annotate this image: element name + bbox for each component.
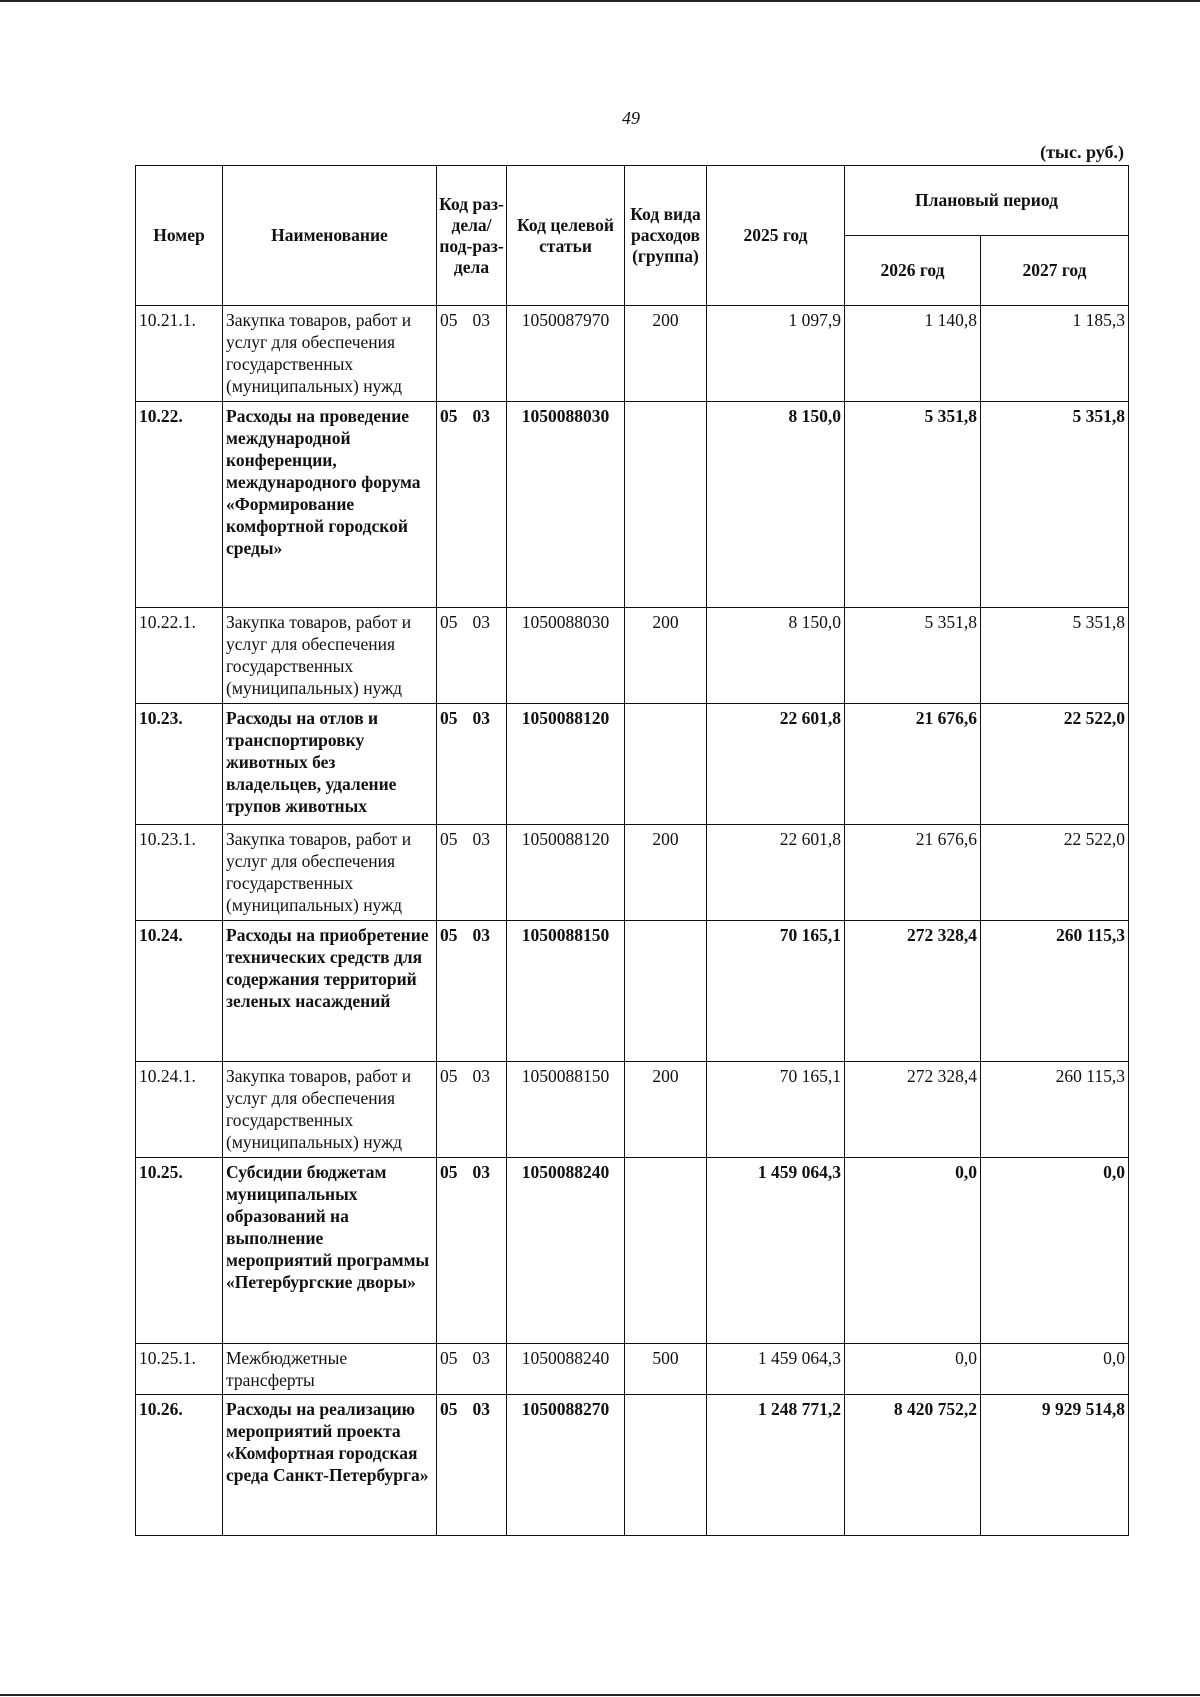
row-2025: 8 150,0 <box>707 402 845 608</box>
header-planned-period: Плановый период <box>845 166 1129 236</box>
subsection-code: 03 <box>472 1066 490 1086</box>
row-number: 10.22.1. <box>136 608 223 704</box>
section-code: 05 <box>440 1066 458 1086</box>
row-section <box>437 1158 507 1344</box>
row-section <box>437 306 507 402</box>
table-row <box>136 1158 1129 1344</box>
row-target-code: 1050088030 <box>507 608 625 704</box>
row-name: Закупка товаров, работ и услуг для обеспечения государственных (муниципальных) нужд <box>223 825 437 921</box>
row-2027: 22 522,0 <box>981 704 1129 825</box>
row-expense-type: 500 <box>625 1344 707 1395</box>
row-section <box>437 704 507 825</box>
row-2027: 0,0 <box>981 1158 1129 1344</box>
row-2027: 0,0 <box>981 1344 1129 1395</box>
header-expense-type: Код вида расходов (группа) <box>625 166 707 306</box>
subsection-code: 03 <box>472 310 490 330</box>
row-2025: 22 601,8 <box>707 825 845 921</box>
row-expense-type <box>625 402 707 608</box>
row-2026: 1 140,8 <box>845 306 981 402</box>
header-2026: 2026 год <box>845 236 981 306</box>
row-2027: 260 115,3 <box>981 1062 1129 1158</box>
row-number: 10.24. <box>136 921 223 1062</box>
table-row <box>136 1062 1129 1158</box>
row-2025: 1 097,9 <box>707 306 845 402</box>
row-number: 10.23.1. <box>136 825 223 921</box>
subsection-code: 03 <box>472 612 490 632</box>
header-name: Наименование <box>223 166 437 306</box>
row-2026: 5 351,8 <box>845 402 981 608</box>
budget-table <box>135 165 1129 1536</box>
row-number: 10.22. <box>136 402 223 608</box>
row-2027: 22 522,0 <box>981 825 1129 921</box>
table-body <box>136 306 1129 1536</box>
header-section: Код раз-дела/ под-раз-дела <box>437 166 507 306</box>
row-expense-type: 200 <box>625 306 707 402</box>
subsection-code: 03 <box>472 829 490 849</box>
section-code: 05 <box>440 612 458 632</box>
section-code: 05 <box>440 1348 458 1368</box>
section-code: 05 <box>440 829 458 849</box>
row-target-code: 1050088270 <box>507 1395 625 1536</box>
row-number: 10.21.1. <box>136 306 223 402</box>
row-number: 10.25. <box>136 1158 223 1344</box>
row-2026: 21 676,6 <box>845 704 981 825</box>
row-section <box>437 921 507 1062</box>
row-2026: 8 420 752,2 <box>845 1395 981 1536</box>
row-2027: 5 351,8 <box>981 608 1129 704</box>
row-name: Закупка товаров, работ и услуг для обеспечения государственных (муниципальных) нужд <box>223 608 437 704</box>
subsection-code: 03 <box>472 406 490 426</box>
row-target-code: 1050087970 <box>507 306 625 402</box>
row-2027: 5 351,8 <box>981 402 1129 608</box>
page-border-top <box>0 0 1200 2</box>
units-label: (тыс. руб.) <box>1040 142 1124 162</box>
row-target-code: 1050088120 <box>507 825 625 921</box>
row-2025: 8 150,0 <box>707 608 845 704</box>
table-row <box>136 1344 1129 1395</box>
row-2025: 1 248 771,2 <box>707 1395 845 1536</box>
row-2025: 70 165,1 <box>707 921 845 1062</box>
row-name: Расходы на реализацию мероприятий проекта «Комфортная городская среда Санкт-Петербурга» <box>223 1395 437 1536</box>
section-code: 05 <box>440 925 458 945</box>
row-name: Закупка товаров, работ и услуг для обеспечения государственных (муниципальных) нужд <box>223 306 437 402</box>
subsection-code: 03 <box>472 1162 490 1182</box>
row-2025: 1 459 064,3 <box>707 1158 845 1344</box>
table-row <box>136 608 1129 704</box>
page-number: 49 <box>622 108 640 128</box>
row-section <box>437 608 507 704</box>
row-target-code: 1050088240 <box>507 1158 625 1344</box>
section-code: 05 <box>440 1162 458 1182</box>
row-2026: 272 328,4 <box>845 1062 981 1158</box>
row-section <box>437 1395 507 1536</box>
row-expense-type: 200 <box>625 825 707 921</box>
row-number: 10.23. <box>136 704 223 825</box>
header-2027: 2027 год <box>981 236 1129 306</box>
row-section <box>437 1062 507 1158</box>
row-target-code: 1050088120 <box>507 704 625 825</box>
section-code: 05 <box>440 406 458 426</box>
section-code: 05 <box>440 310 458 330</box>
row-expense-type: 200 <box>625 608 707 704</box>
row-section <box>437 402 507 608</box>
table-row <box>136 306 1129 402</box>
row-number: 10.24.1. <box>136 1062 223 1158</box>
row-2025: 1 459 064,3 <box>707 1344 845 1395</box>
row-name: Расходы на приобретение технических средств для содержания территорий зеленых насаждений <box>223 921 437 1062</box>
row-number: 10.26. <box>136 1395 223 1536</box>
subsection-code: 03 <box>472 925 490 945</box>
page-border-bottom <box>0 1694 1200 1696</box>
table-row <box>136 825 1129 921</box>
subsection-code: 03 <box>472 708 490 728</box>
subsection-code: 03 <box>472 1348 490 1368</box>
row-section <box>437 1344 507 1395</box>
header-2025: 2025 год <box>707 166 845 306</box>
row-number: 10.25.1. <box>136 1344 223 1395</box>
row-2026: 0,0 <box>845 1158 981 1344</box>
row-2027: 1 185,3 <box>981 306 1129 402</box>
row-2027: 260 115,3 <box>981 921 1129 1062</box>
table-row <box>136 921 1129 1062</box>
row-expense-type <box>625 1158 707 1344</box>
row-expense-type: 200 <box>625 1062 707 1158</box>
row-2026: 21 676,6 <box>845 825 981 921</box>
row-target-code: 1050088150 <box>507 921 625 1062</box>
row-2025: 70 165,1 <box>707 1062 845 1158</box>
section-code: 05 <box>440 708 458 728</box>
subsection-code: 03 <box>472 1399 490 1419</box>
row-name: Межбюджетные трансферты <box>223 1344 437 1395</box>
row-expense-type <box>625 704 707 825</box>
row-name: Закупка товаров, работ и услуг для обеспечения государственных (муниципальных) нужд <box>223 1062 437 1158</box>
row-2026: 272 328,4 <box>845 921 981 1062</box>
row-expense-type <box>625 1395 707 1536</box>
row-section <box>437 825 507 921</box>
row-target-code: 1050088030 <box>507 402 625 608</box>
header-number: Номер <box>136 166 223 306</box>
row-name: Субсидии бюджетам муниципальных образований на выполнение мероприятий программы «Петербургские дворы» <box>223 1158 437 1344</box>
table-row <box>136 1395 1129 1536</box>
table-row <box>136 402 1129 608</box>
row-2025: 22 601,8 <box>707 704 845 825</box>
table-row <box>136 704 1129 825</box>
row-2026: 0,0 <box>845 1344 981 1395</box>
row-name: Расходы на отлов и транспортировку животных без владельцев, удаление трупов животных <box>223 704 437 825</box>
header-target: Код целевой статьи <box>507 166 625 306</box>
row-target-code: 1050088150 <box>507 1062 625 1158</box>
row-target-code: 1050088240 <box>507 1344 625 1395</box>
row-2026: 5 351,8 <box>845 608 981 704</box>
row-2027: 9 929 514,8 <box>981 1395 1129 1536</box>
table-header <box>136 166 1129 306</box>
row-expense-type <box>625 921 707 1062</box>
section-code: 05 <box>440 1399 458 1419</box>
row-name: Расходы на проведение международной конференции, международного форума «Формирование комфортной городской среды» <box>223 402 437 608</box>
